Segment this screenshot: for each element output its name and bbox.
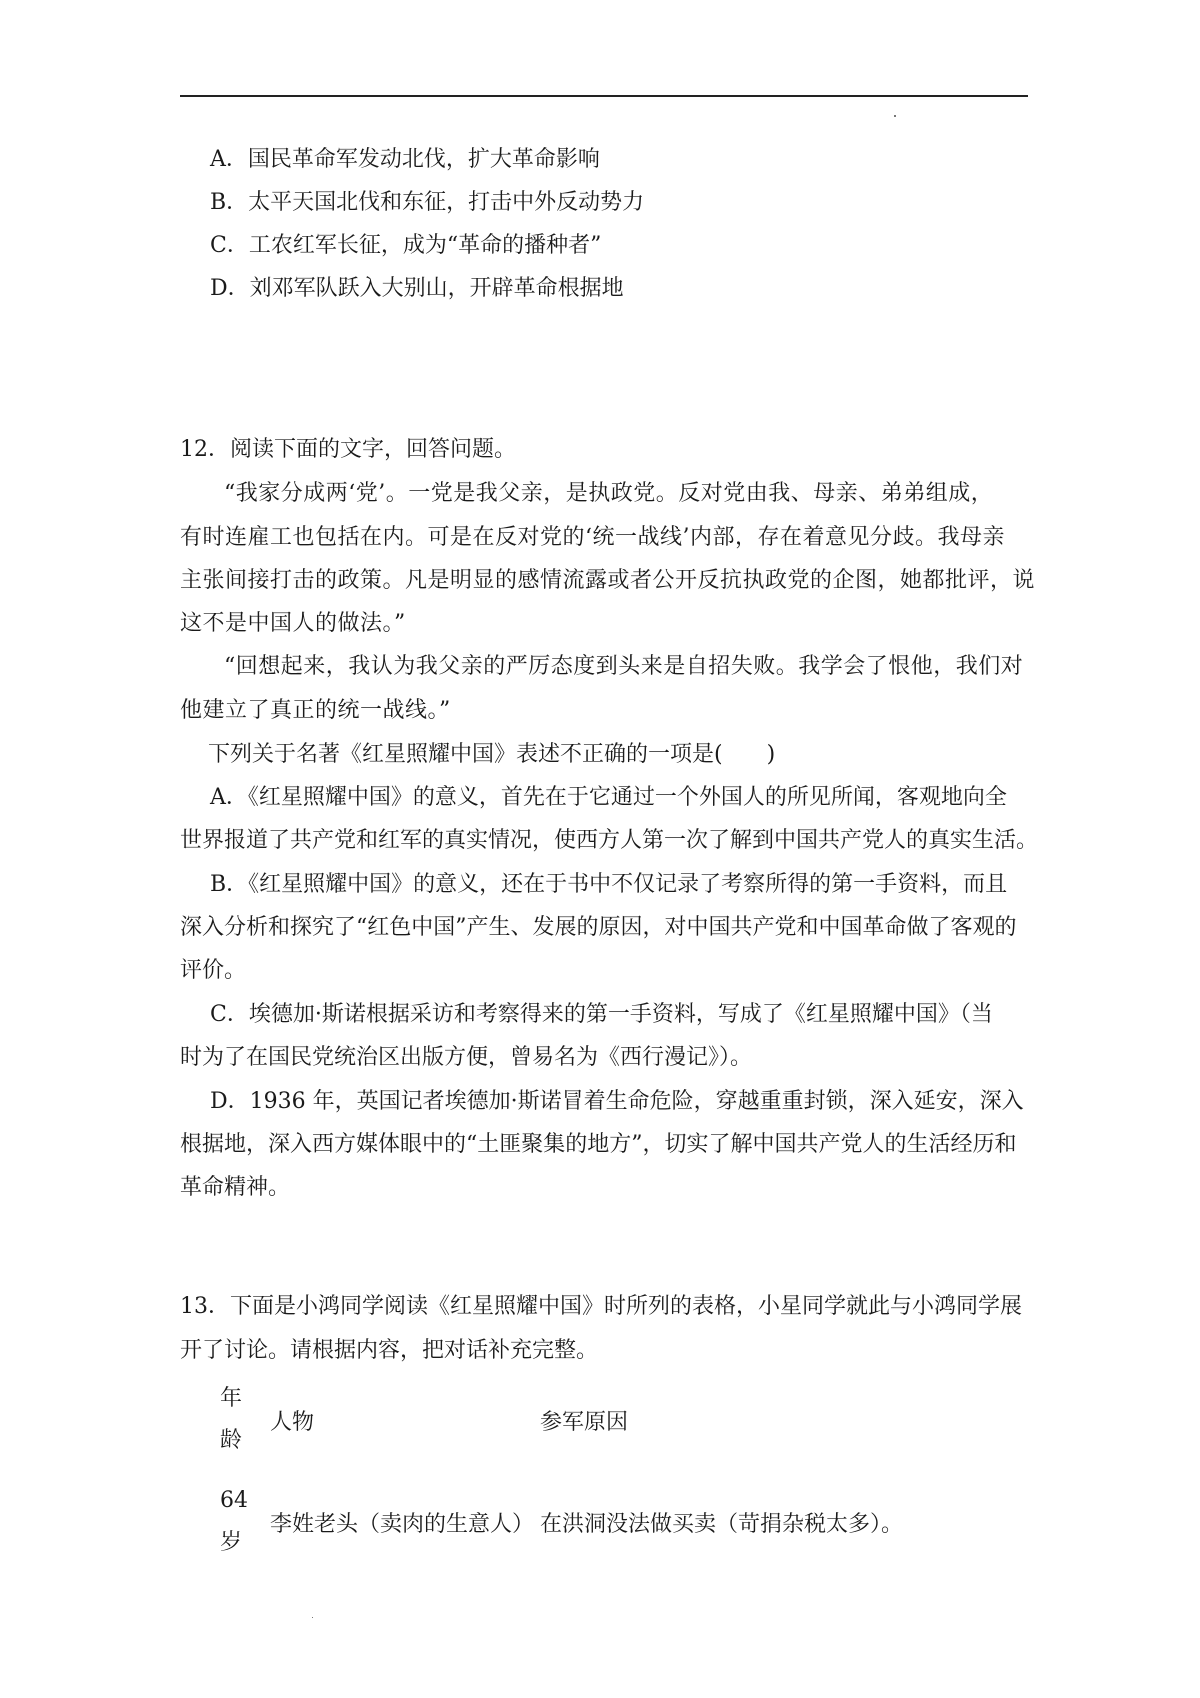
q12-quote1-line: “我家分成两‘党’。一党是我父亲，是执政党。反对党由我、母亲、弟弟组成， [224,481,994,506]
q11-option-a: A．国民革命军发动北伐，扩大革命影响 [210,147,600,172]
q11-option-c: C．工农红军长征，成为“革命的播种者” [210,233,602,258]
q12-option-b-line: 深入分析和探究了“红色中国”产生、发展的原因，对中国共产党和中国革命做了客观的 [180,915,1017,940]
table-header-row [220,1378,960,1462]
row-reason: 在洪洞没法做买卖（苛捐杂税太多）。 [540,1511,904,1537]
table-row [220,1462,960,1564]
row-age-part: 64 [220,1488,248,1513]
q11-option-d: D．刘邓军队跃入大别山，开辟革命根据地 [210,276,624,301]
q13-stem-line: 开了讨论。请根据内容，把对话补充完整。 [180,1338,599,1363]
q12-option-c-line: C．埃德加·斯诺根据采访和考察得来的第一手资料，写成了《红星照耀中国》（当 [210,1002,993,1027]
header-reason: 参军原因 [540,1409,629,1435]
header-rule [180,95,1028,97]
q11-option-b: B．太平天国北伐和东征，打击中外反动势力 [210,190,645,215]
q12-quote1-line: 有时连雇工也包括在内。可是在反对党的‘统一战线’内部，存在着意见分歧。我母亲 [180,525,1005,550]
q12-quote1-line: 主张间接打击的政策。凡是明显的感情流露或者公开反抗执政党的企图，她都批评，说 [180,568,1036,593]
q12-option-d-line: 根据地，深入西方媒体眼中的“土匪聚集的地方”，切实了解中国共产党人的生活经历和 [180,1132,1017,1157]
q12-stem: 12．阅读下面的文字，回答问题。 [180,437,516,462]
row-person: 李姓老头（卖肉的生意人） [270,1511,535,1537]
q12-quote2-line: “回想起来，我认为我父亲的严厉态度到头来是自招失败。我学会了恨他，我们对 [224,654,1024,679]
q12-quote2-line: 他建立了真正的统一战线。” [180,698,451,723]
q13-table [220,1378,960,1564]
q12-option-a-line: A．《红星照耀中国》的意义，首先在于它通过一个外国人的所见所闻，客观地向全 [210,785,1007,810]
header-age-char: 年 [220,1386,243,1411]
scan-dot [312,1617,313,1618]
header-person: 人物 [270,1409,315,1435]
row-age-part: 岁 [220,1530,243,1555]
q12-option-b-line: 评价。 [180,958,247,983]
q13-stem-line: 13．下面是小鸿同学阅读《红星照耀中国》时所列的表格，小星同学就此与小鸿同学展 [180,1294,1022,1319]
q12-option-b-line: B．《红星照耀中国》的意义，还在于书中不仅记录了考察所得的第一手资料，而且 [210,872,1008,897]
q12-option-a-line: 世界报道了共产党和红军的真实情况，使西方人第一次了解到中国共产党人的真实生活。 [180,828,1039,853]
q12-option-d-line: 革命精神。 [180,1175,291,1200]
header-age [220,1378,270,1462]
q12-option-d-line: D．1936 年，英国记者埃德加·斯诺冒着生命危险，穿越重重封锁，深入延安，深入 [210,1089,1024,1114]
row-age [220,1462,270,1564]
q12-option-c-line: 时为了在国民党统治区出版方便，曾易名为《西行漫记》）。 [180,1045,753,1070]
q12-question: 下列关于名著《红星照耀中国》表述不正确的一项是( ) [208,742,776,767]
scan-dot [894,115,896,117]
header-age-char: 龄 [220,1428,243,1453]
q12-quote1-line: 这不是中国人的做法。” [180,611,406,636]
